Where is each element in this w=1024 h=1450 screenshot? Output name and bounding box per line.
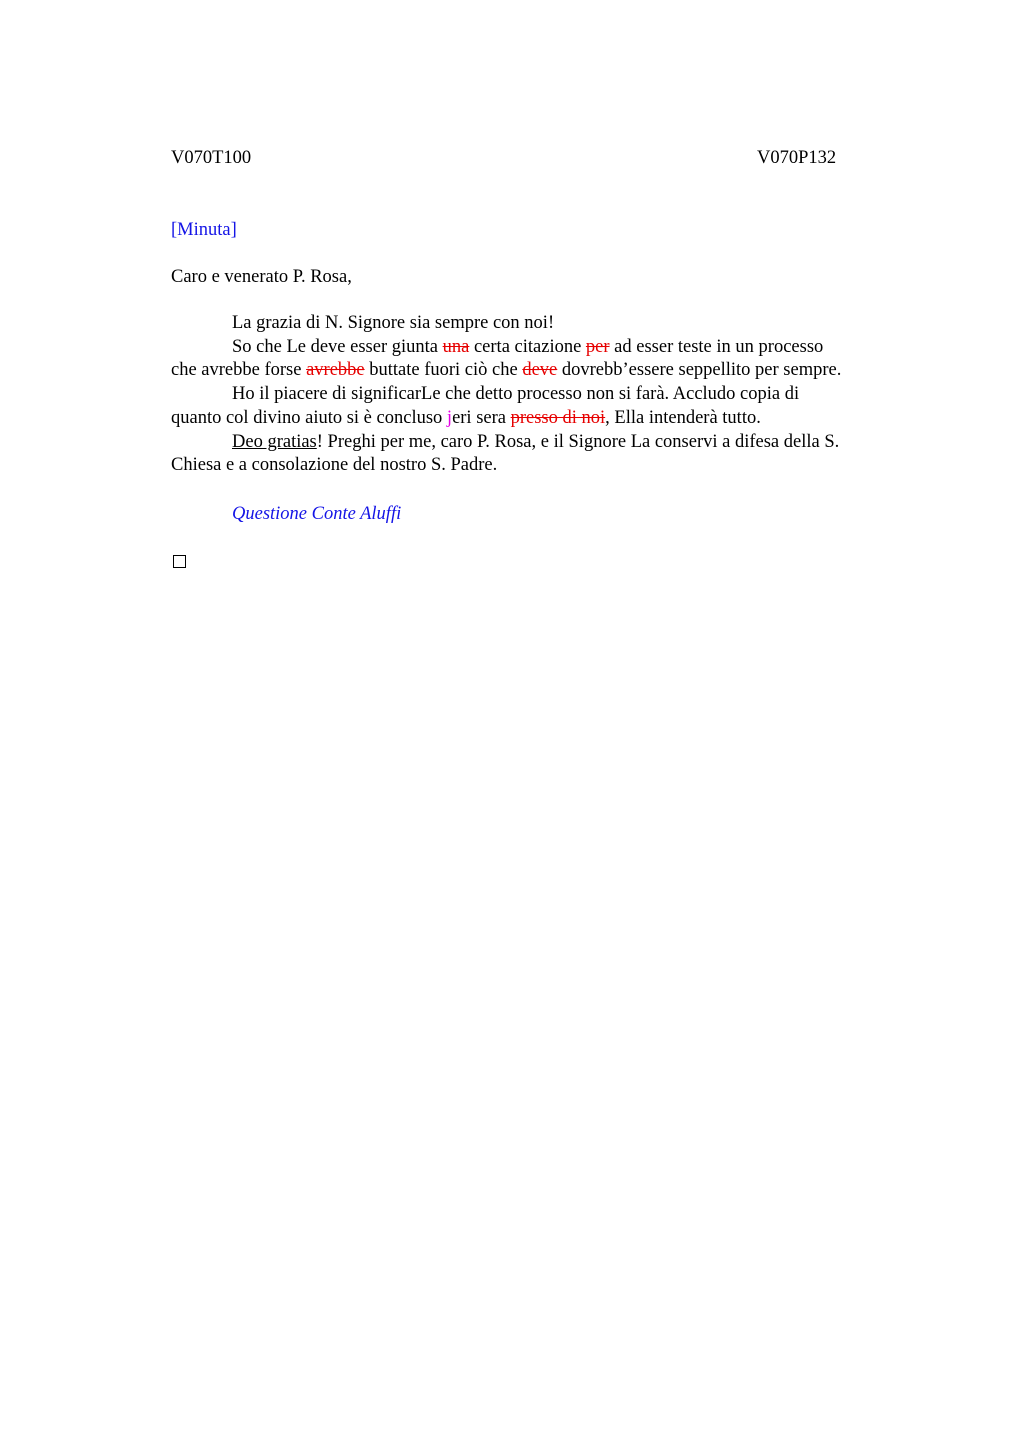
draft-label: [Minuta] — [171, 220, 237, 240]
text-run: , Ella intenderà tutto. — [605, 407, 761, 428]
greeting-text: La grazia di N. Signore sia sempre con noi! — [232, 313, 555, 333]
text-run: dovrebb’essere seppellito per sempre. — [557, 360, 842, 381]
inserted-letter: j — [446, 407, 453, 428]
paragraph-citation-continued — [171, 359, 931, 383]
deleted-word: deve — [522, 360, 558, 381]
text-run: certa citazione — [469, 336, 586, 357]
salutation: Caro e venerato P. Rosa, — [171, 267, 352, 287]
underlined-phrase: Deo gratias — [232, 431, 317, 452]
text-run: ! Preghi per me, caro P. Rosa, e il Signore La conservi a difesa della S. — [316, 431, 840, 452]
text-run: quanto col divino aiuto si è concluso — [171, 407, 447, 428]
deleted-phrase: presso di noi — [510, 407, 606, 428]
paragraph-process — [171, 383, 931, 407]
text-run: So che Le deve esser giunta — [232, 336, 443, 357]
text-run: eri sera — [452, 407, 511, 428]
text-run: che avrebbe forse — [171, 360, 307, 381]
text-run: ad esser teste in un processo — [609, 336, 824, 357]
text-run: buttate fuori ciò che — [364, 360, 523, 381]
deleted-word: per — [585, 336, 610, 357]
document-code: V070T100 — [171, 148, 252, 168]
text-run: Ho il piacere di significarLe che detto processo non si farà. Accludo copia di — [232, 384, 800, 405]
paragraph-process-continued — [171, 407, 931, 431]
end-marker-box — [173, 555, 186, 568]
deleted-word: avrebbe — [306, 360, 365, 381]
paragraph-closing — [171, 431, 931, 455]
paragraph-closing-continued — [171, 454, 931, 478]
paragraph-greeting — [171, 312, 931, 336]
editorial-note: Questione Conte Aluffi — [232, 504, 402, 524]
text-run: Chiesa e a consolazione del nostro S. Padre. — [171, 455, 498, 476]
deleted-word: una — [442, 336, 470, 357]
letter-body — [171, 312, 931, 478]
page-code: V070P132 — [757, 148, 837, 168]
document-page — [171, 146, 931, 524]
paragraph-citation — [171, 336, 931, 360]
reference-header — [171, 146, 931, 170]
